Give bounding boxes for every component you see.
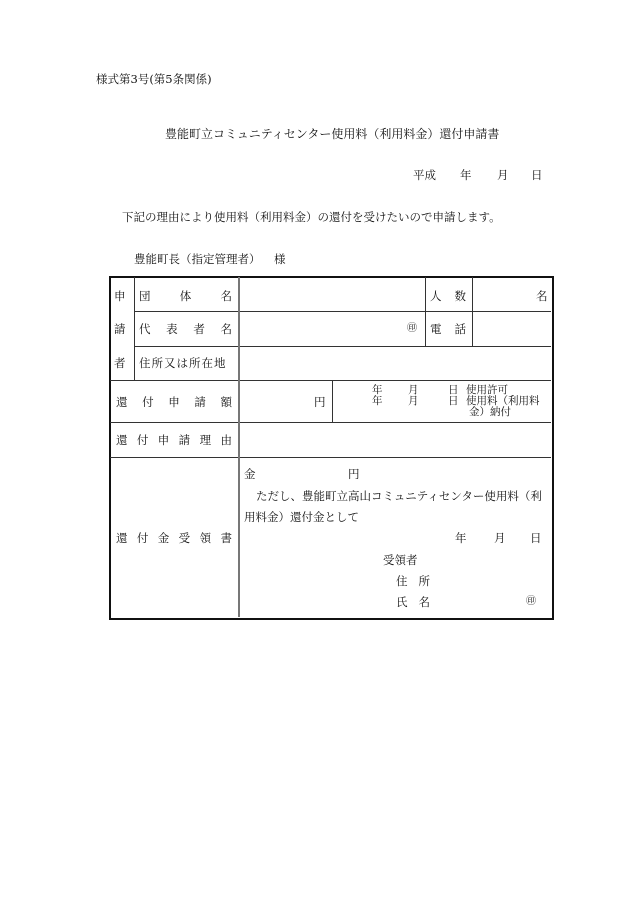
label-char: 名 bbox=[418, 595, 430, 609]
address-label: 住所又は所在地 bbox=[139, 356, 227, 370]
label-char: 請 bbox=[178, 433, 191, 447]
addressee-suffix: 様 bbox=[274, 252, 286, 266]
headcount-label bbox=[430, 289, 466, 303]
applicant-label-2: 請 bbox=[114, 322, 126, 336]
label-char: 所 bbox=[418, 574, 430, 588]
label-char: 申 bbox=[157, 433, 170, 447]
recipient-label: 受領者 bbox=[383, 553, 418, 567]
receipt-month: 月 bbox=[494, 531, 506, 545]
receipt-note-1: ただし、豊能町立高山コミュニティセンター使用料（利 bbox=[256, 489, 542, 503]
label-char: 書 bbox=[220, 531, 232, 545]
org-name-field[interactable] bbox=[240, 278, 424, 310]
label-char: 領 bbox=[199, 531, 212, 545]
label-char: 還 bbox=[116, 433, 128, 447]
era: 平成 bbox=[413, 168, 436, 182]
applicant-label-1: 申 bbox=[114, 289, 126, 303]
permit-text: 使用許可 bbox=[466, 384, 508, 396]
label-char: 氏 bbox=[396, 595, 408, 609]
permit-day: 日 bbox=[448, 384, 459, 396]
date-day: 日 bbox=[531, 168, 543, 182]
paid-text-cont: 金）納付 bbox=[469, 406, 511, 418]
receipt-year: 年 bbox=[455, 531, 467, 545]
label-char: 付 bbox=[136, 531, 149, 545]
paid-month: 月 bbox=[408, 395, 419, 407]
receipt-note-2: 用料金）還付金として bbox=[244, 510, 359, 524]
amount-unit: 円 bbox=[348, 467, 360, 481]
table-rule bbox=[110, 457, 551, 458]
refund-reason-field[interactable] bbox=[240, 423, 550, 456]
rep-name-label bbox=[139, 322, 232, 336]
label-char: 額 bbox=[220, 395, 232, 409]
label-char: 理 bbox=[199, 433, 212, 447]
refund-amount-unit: 円 bbox=[314, 395, 326, 409]
label-char: 数 bbox=[454, 289, 466, 303]
receipt-seal-mark: ㊞ bbox=[526, 596, 536, 607]
seal-mark: ㊞ bbox=[407, 323, 417, 334]
label-char: 由 bbox=[220, 433, 232, 447]
permit-year: 年 bbox=[372, 384, 383, 396]
recipient-name-label bbox=[396, 595, 430, 609]
addressee: 豊能町長（指定管理者） bbox=[134, 252, 261, 266]
org-name-label bbox=[139, 289, 232, 303]
recipient-address-label bbox=[396, 574, 430, 588]
rep-name-field[interactable] bbox=[240, 312, 424, 345]
label-char: 還 bbox=[116, 531, 128, 545]
paid-day: 日 bbox=[448, 395, 459, 407]
document-title: 豊能町立コミュニティセンター使用料（利用料金）還付申請書 bbox=[165, 127, 500, 141]
address-field[interactable] bbox=[240, 347, 550, 379]
label-char: 名 bbox=[220, 289, 232, 303]
label-char: 電 bbox=[430, 322, 442, 336]
paid-year: 年 bbox=[372, 395, 383, 407]
table-rule bbox=[332, 381, 333, 422]
table-rule bbox=[134, 277, 135, 380]
phone-label bbox=[430, 322, 466, 336]
table-rule bbox=[425, 277, 426, 346]
form-number: 様式第3号(第5条関係) bbox=[96, 72, 212, 86]
label-char: 人 bbox=[430, 289, 442, 303]
refund-amount-label bbox=[116, 395, 232, 409]
refund-reason-label bbox=[116, 433, 232, 447]
table-rule bbox=[472, 277, 473, 346]
label-char: 名 bbox=[220, 322, 232, 336]
label-char: 団 bbox=[139, 289, 151, 303]
label-char: 付 bbox=[142, 395, 154, 409]
paid-text: 使用料（利用料 bbox=[466, 395, 540, 407]
label-char: 表 bbox=[166, 322, 178, 336]
label-char: 還 bbox=[116, 395, 128, 409]
date-year: 年 bbox=[460, 168, 472, 182]
label-char: 付 bbox=[136, 433, 149, 447]
phone-field[interactable] bbox=[474, 312, 550, 345]
amount-prefix: 金 bbox=[244, 467, 256, 481]
label-char: 住 bbox=[396, 574, 408, 588]
table-rule bbox=[110, 380, 551, 381]
label-char: 請 bbox=[194, 395, 206, 409]
permit-month: 月 bbox=[408, 384, 419, 396]
receipt-label bbox=[116, 531, 232, 545]
headcount-unit: 名 bbox=[536, 289, 548, 303]
label-char: 者 bbox=[193, 322, 205, 336]
label-char: 金 bbox=[157, 531, 170, 545]
applicant-label-3: 者 bbox=[114, 356, 126, 370]
label-char: 受 bbox=[178, 531, 191, 545]
label-char: 申 bbox=[168, 395, 180, 409]
intro-text: 下記の理由により使用料（利用料金）の還付を受けたいので申請します。 bbox=[122, 210, 501, 224]
receipt-day: 日 bbox=[530, 531, 542, 545]
label-char: 話 bbox=[454, 322, 466, 336]
label-char: 代 bbox=[139, 322, 151, 336]
date-month: 月 bbox=[497, 168, 509, 182]
label-char: 体 bbox=[179, 289, 192, 303]
